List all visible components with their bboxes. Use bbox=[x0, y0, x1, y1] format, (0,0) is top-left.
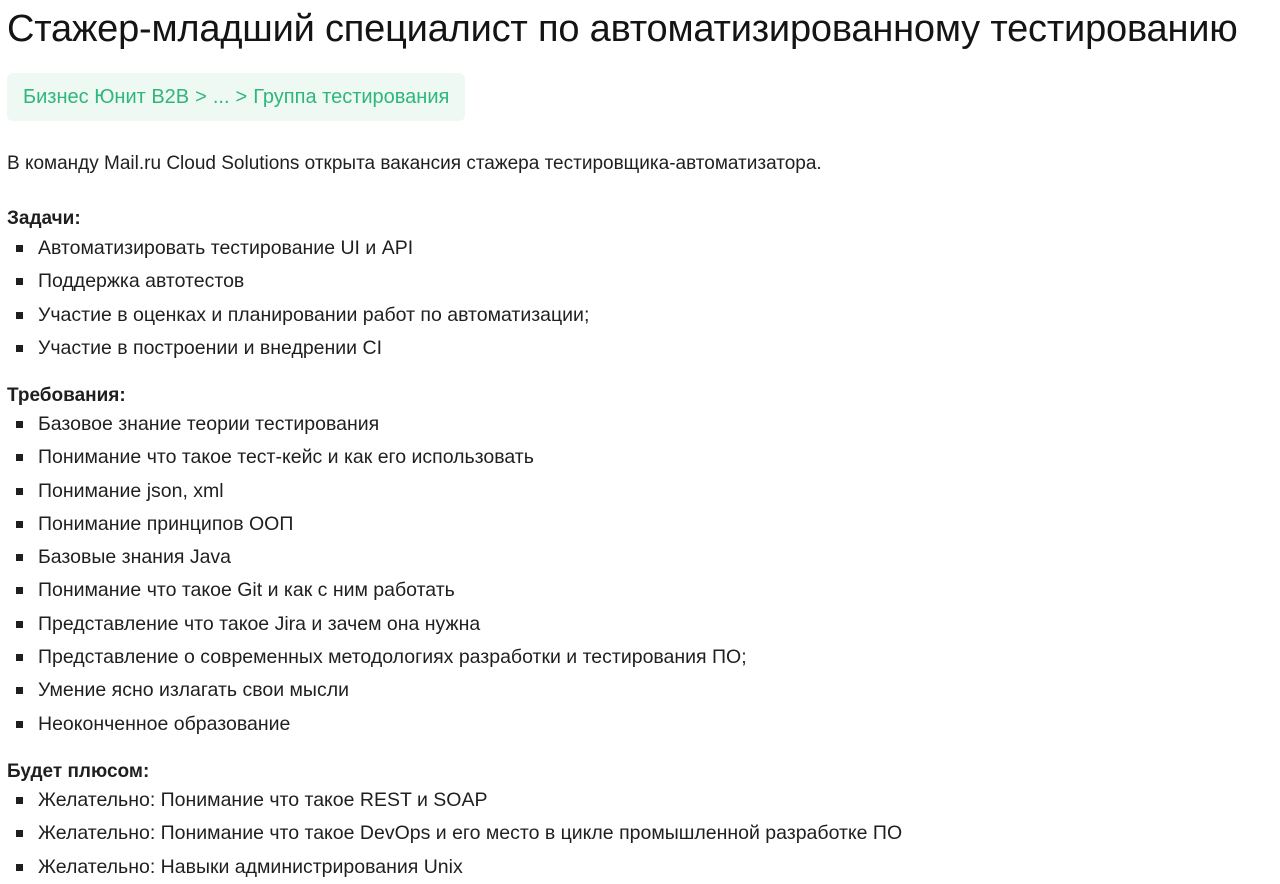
breadcrumb-item-business-unit[interactable]: Бизнес Юнит B2B bbox=[23, 85, 190, 108]
bullet-icon bbox=[16, 554, 23, 561]
bullet-icon bbox=[16, 345, 23, 352]
list-item-text: Желательно: Навыки администрирования Unix bbox=[38, 855, 463, 878]
list-item-text: Представление что такое Jira и зачем она нужна bbox=[38, 612, 481, 635]
list-item bbox=[7, 674, 747, 707]
list-item bbox=[7, 641, 747, 674]
page-title: Стажер-младший специалист по автоматизированному тестированию bbox=[7, 8, 1238, 50]
breadcrumb bbox=[7, 73, 465, 121]
list-item bbox=[7, 441, 747, 474]
bullet-icon bbox=[16, 278, 23, 285]
breadcrumb-separator: > bbox=[195, 85, 207, 108]
list-item-text: Понимание что такое тест-кейс и как его использовать bbox=[38, 446, 534, 469]
list-item-text: Поддержка автотестов bbox=[38, 270, 245, 293]
bullet-icon bbox=[16, 797, 23, 804]
list-item-text: Понимание json, xml bbox=[38, 479, 224, 502]
list-item bbox=[7, 541, 747, 574]
breadcrumb-item-collapsed[interactable]: ... bbox=[212, 85, 230, 108]
list-item-text: Неоконченное образование bbox=[38, 712, 291, 735]
bullet-icon bbox=[16, 488, 23, 495]
list-item bbox=[7, 574, 747, 607]
list-item-text: Умение ясно излагать свои мысли bbox=[38, 679, 349, 702]
nice-to-have-list bbox=[7, 784, 902, 884]
list-item-text: Автоматизировать тестирование UI и API bbox=[38, 237, 414, 259]
bullet-icon bbox=[16, 587, 23, 594]
bullet-icon bbox=[16, 245, 23, 252]
list-item bbox=[7, 817, 902, 850]
list-item bbox=[7, 232, 589, 265]
list-item bbox=[7, 475, 747, 508]
list-item-text: Понимание принципов ООП bbox=[38, 512, 294, 535]
list-item-text: Желательно: Понимание что такое DevOps и его место в цикле промышленной разработке ПО bbox=[38, 822, 903, 845]
section-heading-tasks: Задачи: bbox=[7, 208, 81, 229]
bullet-icon bbox=[16, 421, 23, 428]
bullet-icon bbox=[16, 687, 23, 694]
vacancy-intro: В команду Mail.ru Cloud Solutions открыта вакансия стажера тестировщика-автоматизатора. bbox=[7, 153, 822, 174]
section-heading-requirements: Требования: bbox=[7, 385, 126, 406]
bullet-icon bbox=[16, 312, 23, 319]
bullet-icon bbox=[16, 864, 23, 871]
bullet-icon bbox=[16, 521, 23, 528]
bullet-icon bbox=[16, 454, 23, 461]
list-item bbox=[7, 851, 902, 884]
list-item-text: Желательно: Понимание что такое REST и SOAP bbox=[38, 789, 488, 811]
bullet-icon bbox=[16, 830, 23, 837]
bullet-icon bbox=[16, 654, 23, 661]
list-item-text: Участие в оценках и планировании работ по автоматизации; bbox=[38, 303, 590, 326]
list-item-text: Участие в построении и внедрении CI bbox=[38, 336, 382, 359]
list-item bbox=[7, 299, 589, 332]
list-item bbox=[7, 265, 589, 298]
list-item-text: Базовые знания Java bbox=[38, 546, 232, 569]
tasks-list bbox=[7, 232, 589, 365]
requirements-list bbox=[7, 408, 747, 741]
list-item bbox=[7, 784, 902, 817]
list-item bbox=[7, 408, 747, 441]
breadcrumb-item-testing-group[interactable]: Группа тестирования bbox=[253, 85, 450, 108]
section-heading-nice-to-have: Будет плюсом: bbox=[7, 761, 150, 782]
list-item-text: Понимание что такое Git и как с ним работать bbox=[38, 579, 455, 602]
list-item-text: Базовое знание теории тестирования bbox=[38, 413, 380, 435]
list-item bbox=[7, 332, 589, 365]
bullet-icon bbox=[16, 621, 23, 628]
list-item bbox=[7, 508, 747, 541]
list-item-text: Представление о современных методологиях разработки и тестирования ПО; bbox=[38, 646, 747, 669]
list-item bbox=[7, 708, 747, 741]
bullet-icon bbox=[16, 721, 23, 728]
list-item bbox=[7, 608, 747, 641]
breadcrumb-separator: > bbox=[235, 85, 248, 108]
